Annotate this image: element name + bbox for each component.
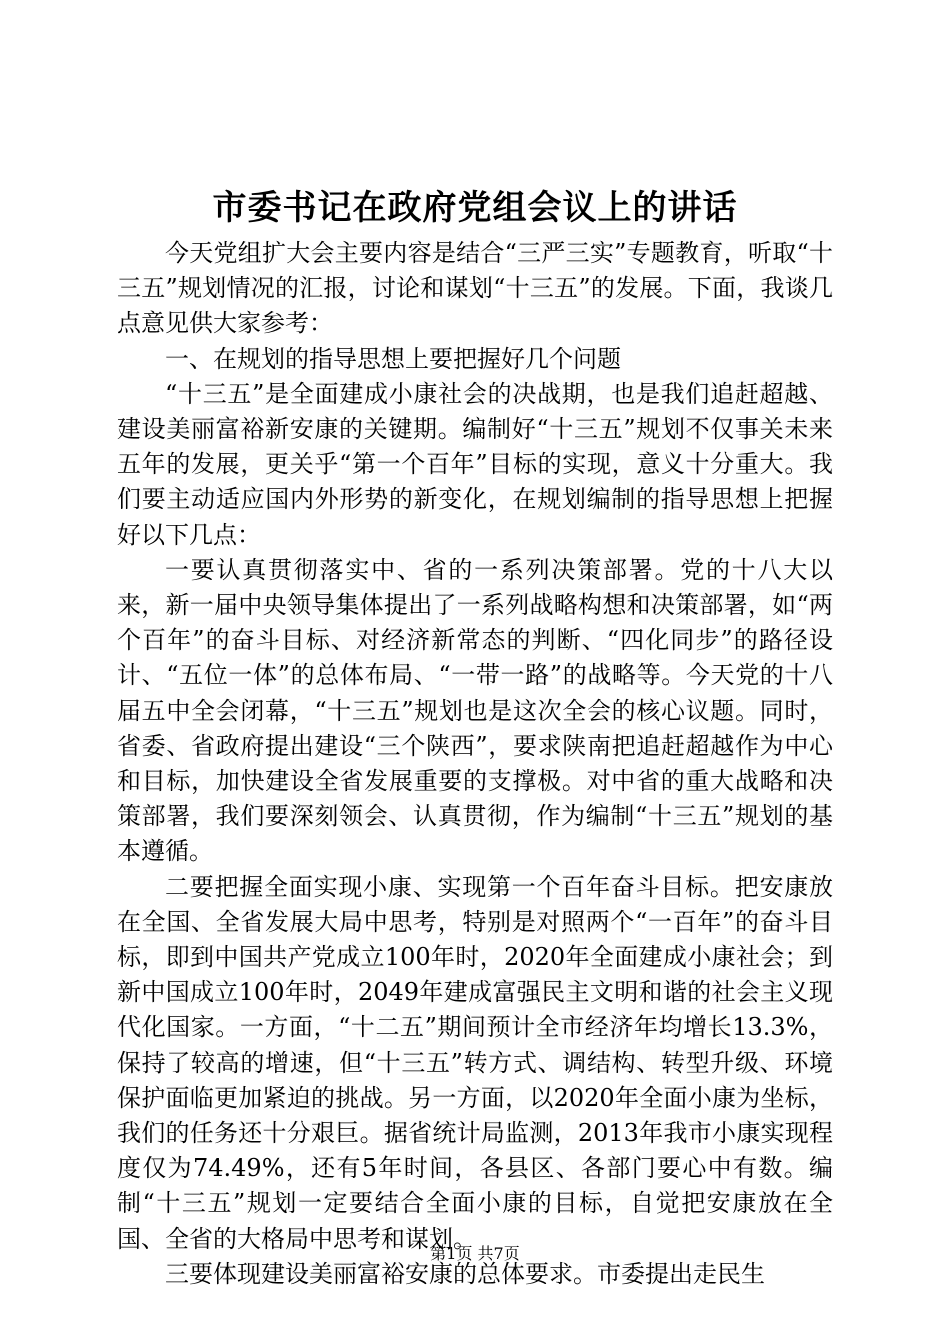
paragraph-point-1: 一要认真贯彻落实中、省的一系列决策部署。党的十八大以来，新一届中央领导集体提出了一系列战略构想和决策部署，如“两个百年”的奋斗目标、对经济新常态的判断、“四化同步”的路径设计、“五位一体”的总体布局、“一带一路”的战略等。今天党的十八届五中全会闭幕，“十三五”规划也是这次全会的核心议题。同时，省委、省政府提出建设“三个陕西”，要求陕南把追赶超越作为中心和目标，加快建设全省发展重要的支撑极。对中省的重大战略和决策部署，我们要深刻领会、认真贯彻，作为编制“十三五”规划的基本遵循。	[117, 555, 833, 866]
section-heading-1: 一、在规划的指导思想上要把握好几个问题	[165, 344, 621, 373]
paragraph-point-3: 三要体现建设美丽富裕安康的总体要求。市委提出走民生	[165, 1259, 765, 1288]
paragraph-point-2: 二要把握全面实现小康、实现第一个百年奋斗目标。把安康放在全国、全省发展大局中思考，特别是对照两个“一百年”的奋斗目标，即到中国共产党成立100年时，2020年全面建成小康社会；到新中国成立100年时，2049年建成富强民主文明和谐的社会主义现代化国家。一方面，“十二五”期间预计全市经济年均增长13.3%，保持了较高的增速，但“十三五”转方式、调结构、转型升级、环境保护面临更加紧迫的挑战。另一方面，以2020年全面小康为坐标，我们的任务还十分艰巨。据省统计局监测，2013年我市小康实现程度仅为74.49%，还有5年时间，各县区、各部门要心中有数。编制“十三五”规划一定要结合全面小康的目标，自觉把安康放在全国、全省的大格局中思考和谋划。	[117, 872, 833, 1253]
document-title: 市委书记在政府党组会议上的讲话	[212, 188, 738, 228]
document-body	[117, 236, 833, 1292]
paragraph-section-1-intro: “十三五”是全面建成小康社会的决战期，也是我们追赶超越、建设美丽富裕新安康的关键期。编制好“十三五”规划不仅事关未来五年的发展，更关乎“第一个百年”目标的实现，意义十分重大。我们要主动适应国内外形势的新变化，在规划编制的指导思想上把握好以下几点：	[117, 379, 833, 549]
paragraph-intro: 今天党组扩大会主要内容是结合“三严三实”专题教育，听取“十三五”规划情况的汇报，讨论和谋划“十三五”的发展。下面，我谈几点意见供大家参考：	[117, 239, 833, 338]
page-footer: 第1页 共7页	[430, 1244, 520, 1263]
